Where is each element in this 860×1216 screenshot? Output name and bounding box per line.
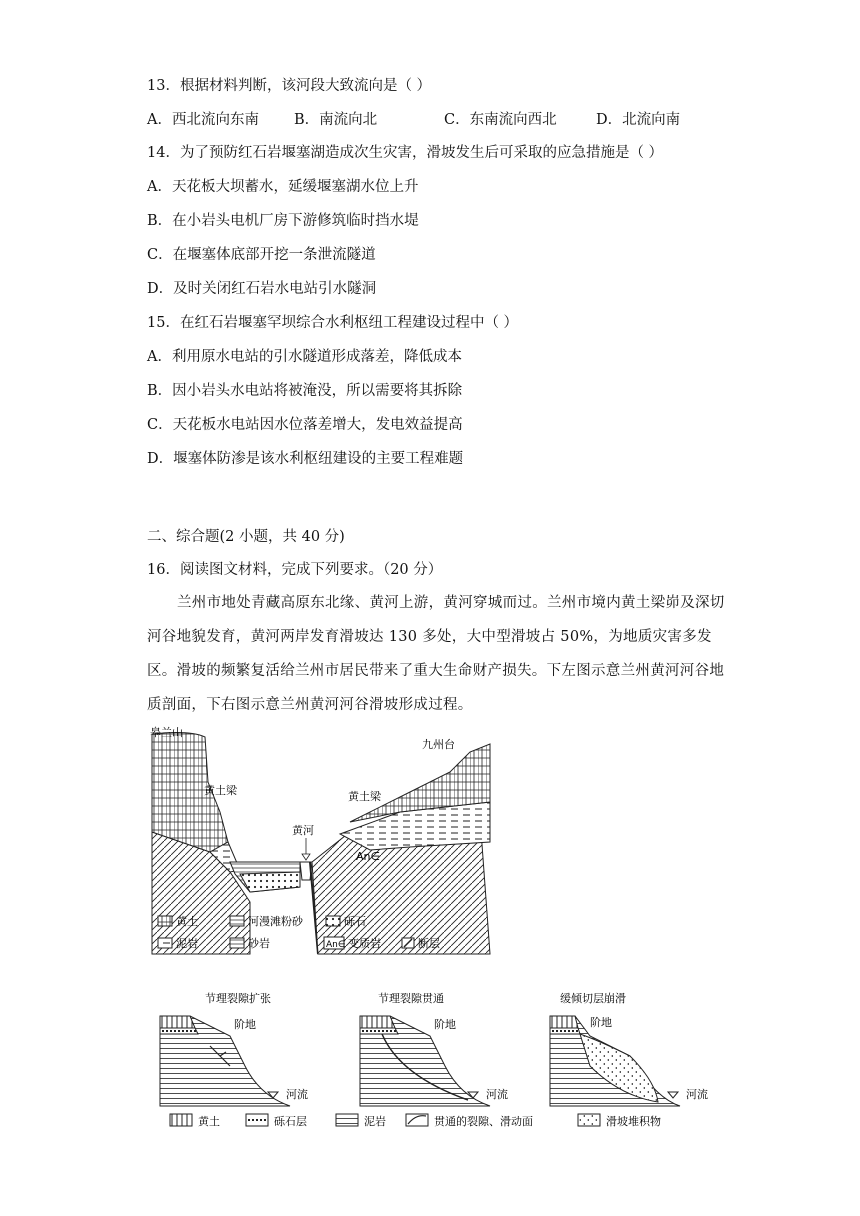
- legend-gravel: 砾石: [344, 915, 366, 928]
- panel2-title: 节理裂隙贯通: [378, 992, 444, 1005]
- q14-option-c: C．在堰塞体底部开挖一条泄流隧道: [147, 247, 376, 263]
- legend2-slip-surface: 贯通的裂隙、滑动面: [434, 1115, 533, 1128]
- panel1-river: 河流: [286, 1088, 308, 1101]
- q13-option-c: C．东南流向西北: [444, 112, 557, 128]
- legend2-loess: 黄土: [198, 1115, 220, 1128]
- legend-metamorphic: 变质岩: [348, 937, 381, 950]
- panel1-title: 节理裂隙扩张: [205, 992, 271, 1005]
- legend-loess: 黄土: [176, 915, 198, 928]
- legend-floodplain-silt: 河漫滩粉砂: [248, 915, 303, 928]
- label-gaolan-mountain: 皋兰山: [150, 726, 183, 739]
- legend-mudstone: 泥岩: [176, 937, 198, 950]
- cross-section-legend: [150, 910, 510, 962]
- label-loess-ridge-left: 黄土梁: [204, 784, 237, 797]
- panel2-river: 河流: [486, 1088, 508, 1101]
- panel3-river: 河流: [686, 1088, 708, 1101]
- q13-option-d: D．北流向南: [596, 112, 681, 128]
- q15-option-b: B．因小岩头水电站将被淹没，所以需要将其拆除: [147, 383, 463, 399]
- q15-option-a: A．利用原水电站的引水隧道形成落差，降低成本: [147, 349, 462, 365]
- legend-metamorphic-symbol: An∈: [326, 940, 346, 950]
- label-yellow-river: 黄河: [292, 824, 314, 837]
- panel-joint-expansion: [160, 991, 308, 1106]
- label-loess-ridge-right: 黄土梁: [348, 790, 381, 803]
- panel-gentle-cut-collapse: [550, 991, 708, 1106]
- landslide-process-figure: [150, 986, 730, 1136]
- q13-option-a: A．西北流向东南: [147, 112, 259, 128]
- q13-option-b: B．南流向北: [294, 112, 378, 128]
- legend2-gravel-layer: 砾石层: [274, 1115, 307, 1128]
- q16-stem: 16．阅读图文材料，完成下列要求。（20 分）: [147, 562, 443, 578]
- q15-option-c: C．天花板水电站因水位落差增大，发电效益提高: [147, 417, 463, 433]
- panel1-terrace: 阶地: [234, 1018, 256, 1031]
- legend-fault: 断层: [418, 937, 440, 950]
- label-jiuzhou-terrace: 九州台: [422, 738, 455, 751]
- q16-material: [147, 586, 727, 722]
- q16-material-text: 兰州市地处青藏高原东北缘、黄河上游，黄河穿城而过。兰州市境内黄土梁峁及深切河谷地貌发育，黄河两岸发育滑坡达 130 多处，大中型滑坡占 50%，为地质灾害多发区。滑坡的频繁复活给兰州市居民带来了重大生命财产损失。下左图示意兰州黄河河谷地质剖面，下右图示意兰州黄河河谷滑坡形成过程。: [147, 595, 725, 713]
- panel3-title: 缓倾切层崩滑: [560, 992, 626, 1005]
- section-heading: 二、综合题(2 小题，共 40 分): [147, 529, 345, 545]
- panel-joint-connection: [360, 991, 508, 1106]
- q14-stem: 14．为了预防红石岩堰塞湖造成次生灾害，滑坡发生后可采取的应急措施是（ ）: [147, 145, 664, 161]
- q14-option-b: B．在小岩头电机厂房下游修筑临时挡水堤: [147, 213, 419, 229]
- q15-stem: 15．在红石岩堰塞罕坝综合水利枢纽工程建设过程中（ ）: [147, 315, 519, 331]
- label-metamorphic: An∈: [356, 850, 381, 863]
- q14-option-d: D．及时关闭红石岩水电站引水隧洞: [147, 281, 377, 297]
- q13-stem: 13．根据材料判断，该河段大致流向是（ ）: [147, 78, 432, 94]
- legend2-landslide-deposit: 滑坡堆积物: [606, 1115, 661, 1128]
- q14-option-a: A．天花板大坝蓄水，延缓堰塞湖水位上升: [147, 179, 419, 195]
- legend2-mudstone: 泥岩: [364, 1115, 386, 1128]
- panel2-terrace: 阶地: [434, 1018, 456, 1031]
- landslide-legend: [170, 1114, 661, 1128]
- panel3-terrace: 阶地: [590, 1016, 612, 1029]
- q15-option-d: D．堰塞体防渗是该水利枢纽建设的主要工程难题: [147, 451, 464, 467]
- legend-sandstone: 砂岩: [248, 937, 270, 950]
